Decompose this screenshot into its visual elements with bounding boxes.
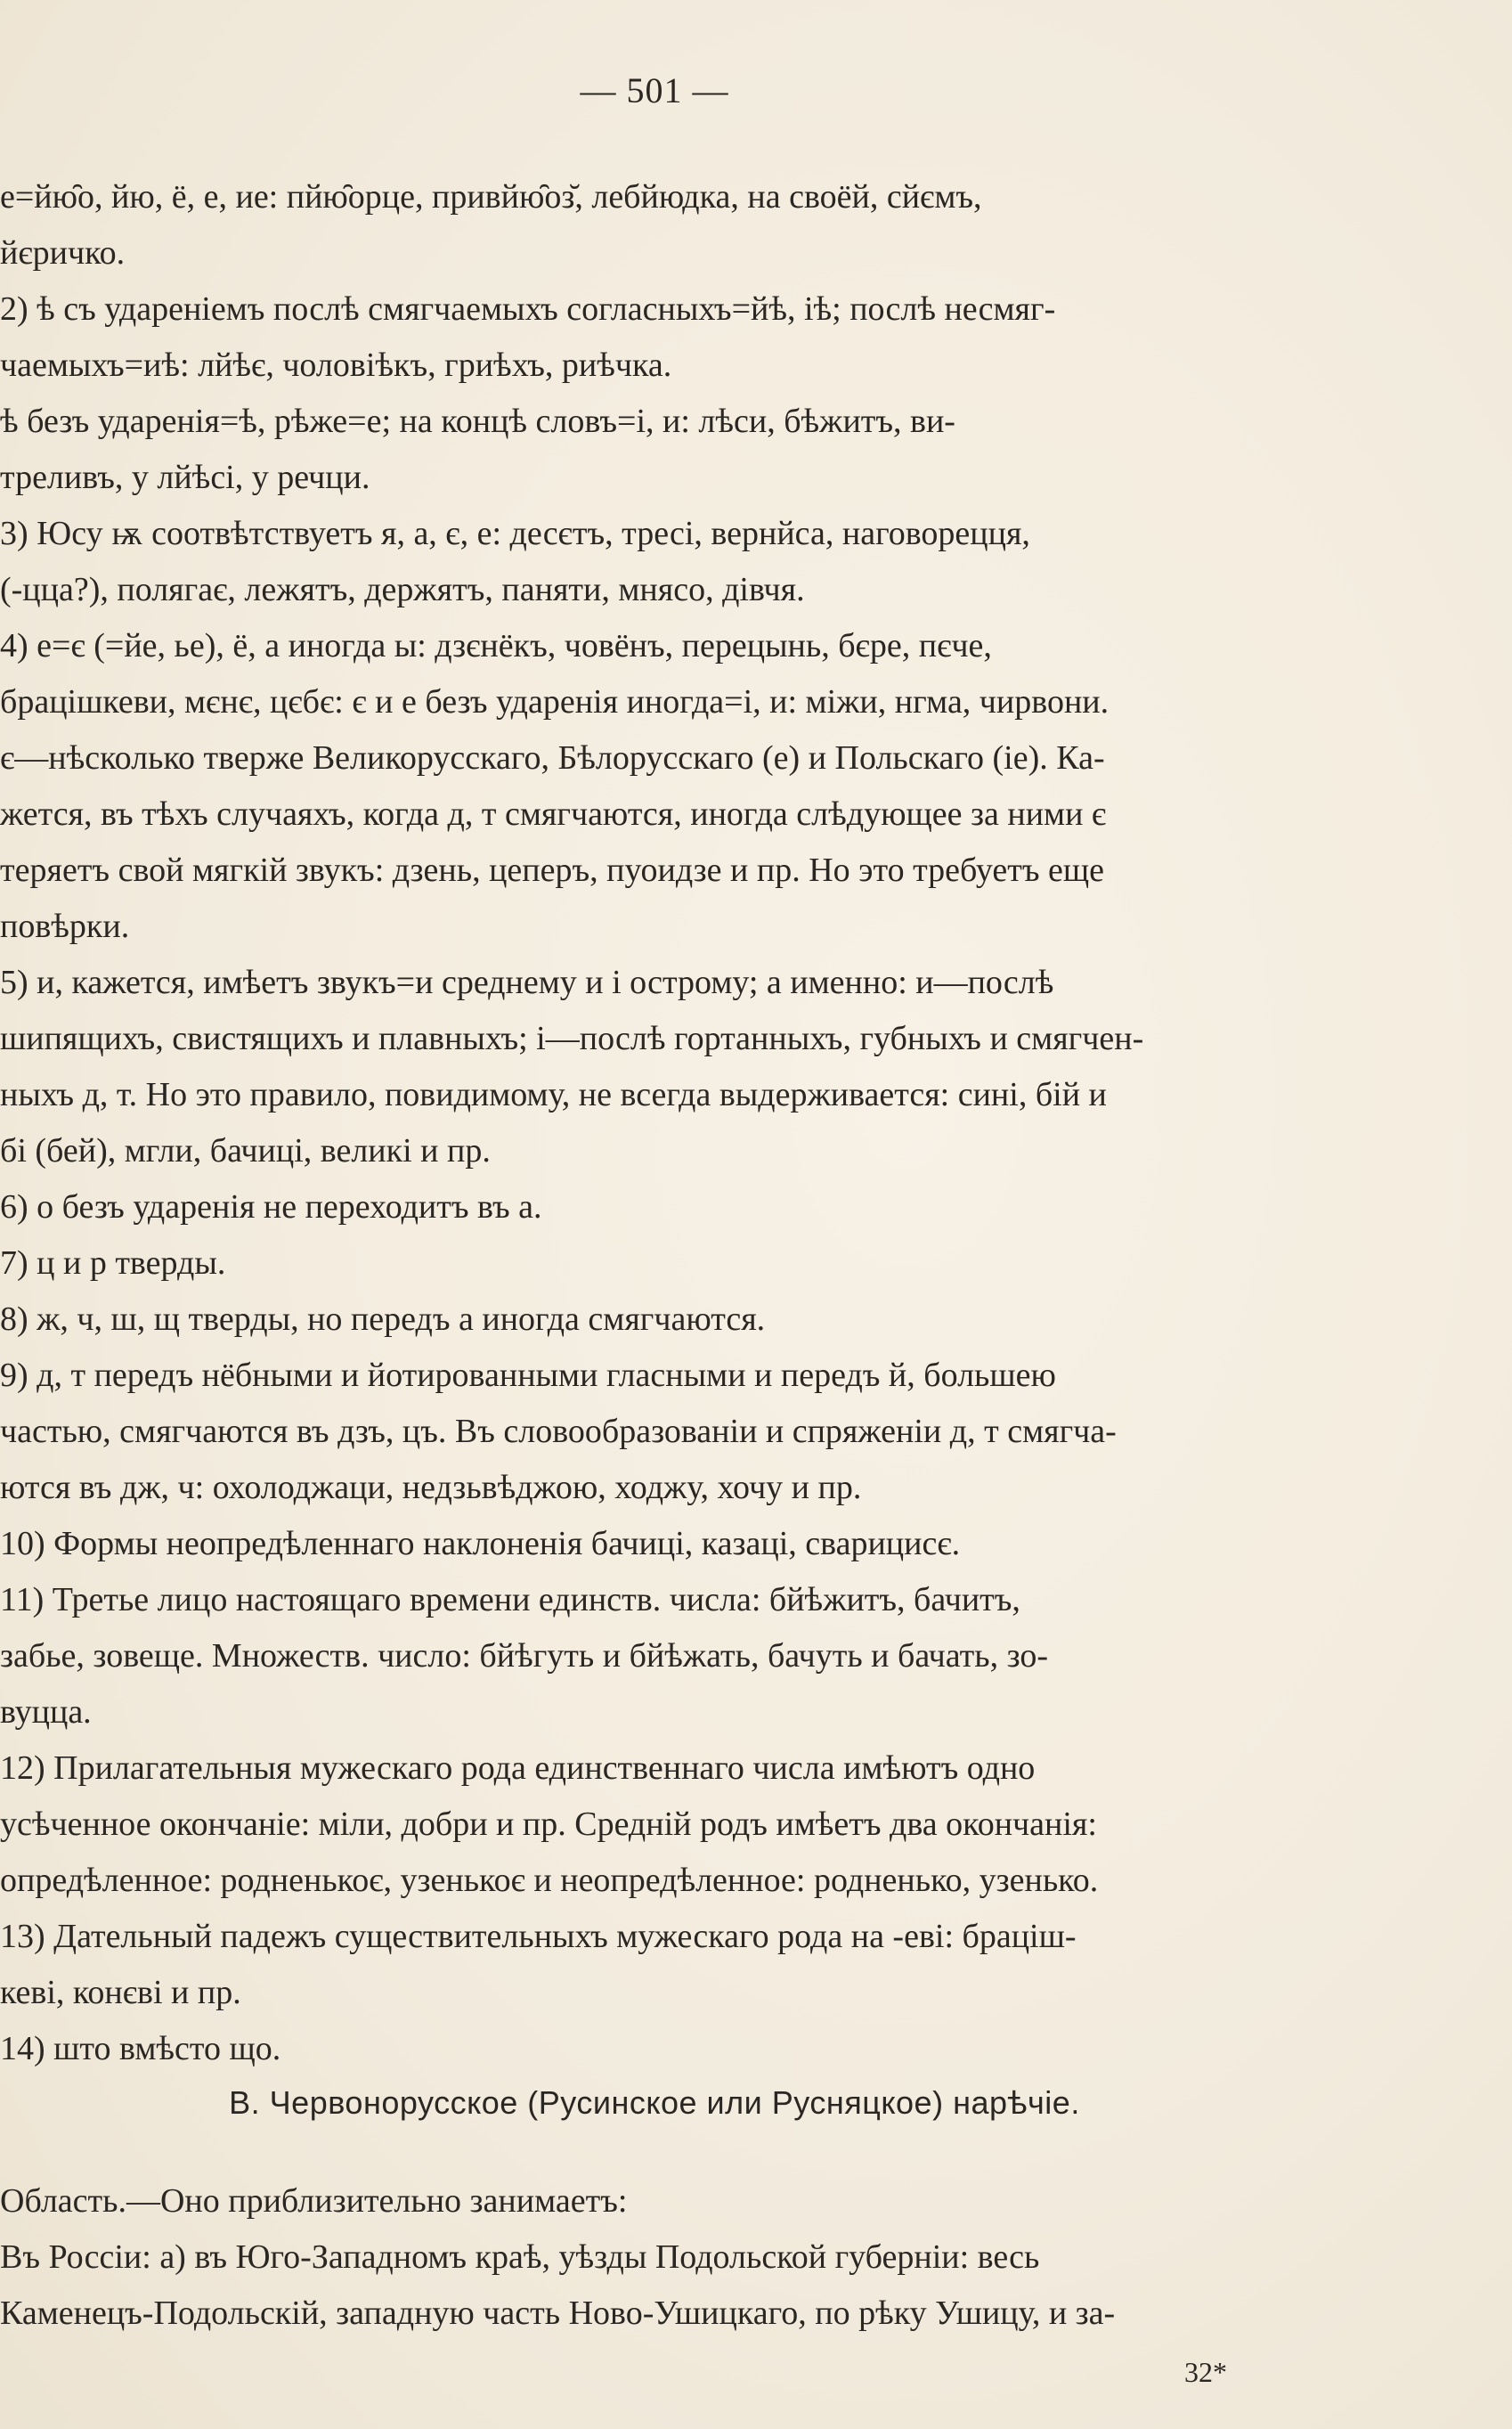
text-line: (-цца?), полягає, лежятъ, держятъ, паняти, мнясо, дівчя. <box>0 571 805 608</box>
text-line: жется, въ тѣхъ случаяхъ, когда д, т смягчаются, иногда слѣдующее за ними є <box>0 795 1107 833</box>
text-line: кеві, конєві и пр. <box>0 1974 241 2011</box>
section-heading: В. Червонорусское (Русинское или Русняцкое) нарѣчіе. <box>229 2084 1080 2121</box>
text-line: 14) што вмѣсто що. <box>0 2030 281 2067</box>
text-line: 10) Формы неопредѣленнаго наклоненія бачиці, казаці, сварицисє. <box>0 1525 961 1562</box>
text-line: 8) ж, ч, ш, щ тверды, но передъ а иногда смягчаются. <box>0 1300 766 1338</box>
page-number: — 501 — <box>580 70 729 110</box>
text-line: бі (бей), мгли, бачиці, великі и пр. <box>0 1132 491 1170</box>
text-line: 7) ц и р тверды. <box>0 1244 226 1282</box>
text-line: ѣ безъ ударенія=ѣ, рѣже=е; на концѣ словъ=і, и: лѣси, бѣжитъ, ви- <box>0 403 955 440</box>
text-line: 5) и, кажется, имѣетъ звукъ=и среднему и і острому; а именно: и—послѣ <box>0 964 1054 1001</box>
text-line: 3) Юсу ѭ соотвѣтствуетъ я, а, є, е: десєтъ, тресі, вернйса, наговорецця, <box>0 515 1030 552</box>
text-line: 6) о безъ ударенія не переходитъ въ а. <box>0 1188 542 1226</box>
text-line: 12) Прилагательныя мужескаго рода единственнаго числа имѣютъ одно <box>0 1749 1036 1787</box>
text-line: брацішкеви, мєнє, цєбє: є и е безъ ударенія иногда=і, и: міжи, нгма, чирвони. <box>0 683 1110 721</box>
text-line: е=йю̑о, йю, ё, е, ие: пйю̑орце, привйю̑оз̆, лебйюдка, на своёй, сйємъ, <box>0 178 982 216</box>
text-line: шипящихъ, свистящихъ и плавныхъ; і—послѣ гортанныхъ, губныхъ и смягчен- <box>0 1020 1144 1057</box>
text-line: частью, смягчаются въ дзъ, цъ. Въ словообразованіи и спряженіи д, т смягча- <box>0 1413 1117 1450</box>
text-line: 4) е=є (=йе, ье), ё, а иногда ы: дзєнёкъ, човёнъ, перецынь, бєре, пєче, <box>0 627 992 664</box>
text-line: чаемыхъ=иѣ: лйѣє, чоловіѣкъ, гриѣхъ, риѣчка. <box>0 346 672 384</box>
text-line: треливъ, у лйѣсі, у речци. <box>0 459 370 496</box>
text-line: вуцца. <box>0 1693 92 1731</box>
text-line: теряетъ свой мягкій звукъ: дзень, цеперъ, пуоидзе и пр. Но это требуетъ еще <box>0 852 1105 889</box>
text-line: 2) ѣ съ удареніемъ послѣ смягчаемыхъ согласныхъ=йѣ, іѣ; послѣ несмяг- <box>0 290 1056 328</box>
signature-mark: 32* <box>1184 2356 1227 2388</box>
text-line: 13) Дательный падежъ существительныхъ мужескаго рода на -еві: брацiш- <box>0 1918 1077 1955</box>
text-line: ныхъ д, т. Но это правило, повидимому, не всегда выдерживается: сині, бій и <box>0 1076 1107 1113</box>
text-line: усѣченное окончаніе: міли, добри и пр. Средній родъ имѣетъ два окончанія: <box>0 1805 1097 1843</box>
text-line: ются въ дж, ч: охолоджаци, недзьвѣджою, ходжу, хочу и пр. <box>0 1469 862 1506</box>
text-line: Область.—Оно приблизительно занимаетъ: <box>0 2182 628 2220</box>
text-line: Въ Россіи: а) въ Юго-Западномъ краѣ, уѣзды Подольской губерніи: весь <box>0 2238 1040 2276</box>
text-line: опредѣленное: родненькоє, узенькоє и неопредѣленное: родненько, узенько. <box>0 1862 1099 1899</box>
body-text <box>0 169 1327 2077</box>
text-line: йєричко. <box>0 234 126 272</box>
text-line: повѣрки. <box>0 908 130 945</box>
text-line: є—нѣсколько тверже Великорусскаго, Бѣлорусскаго (е) и Польскаго (іе). Ка- <box>0 739 1105 777</box>
text-line: забье, зовеще. Множеств. число: бйѣгуть и бйѣжать, бачуть и бачать, зо- <box>0 1637 1049 1675</box>
text-line: 9) д, т передъ нёбными и йотированными гласными и передъ й, большею <box>0 1357 1056 1394</box>
region-text <box>0 2173 1327 2342</box>
text-line: 11) Третье лицо настоящаго времени единств. числа: бйѣжитъ, бачитъ, <box>0 1581 1020 1618</box>
text-line: Каменецъ-Подольскій, западную часть Ново-Ушицкаго, по рѣку Ушицу, и за- <box>0 2295 1116 2332</box>
